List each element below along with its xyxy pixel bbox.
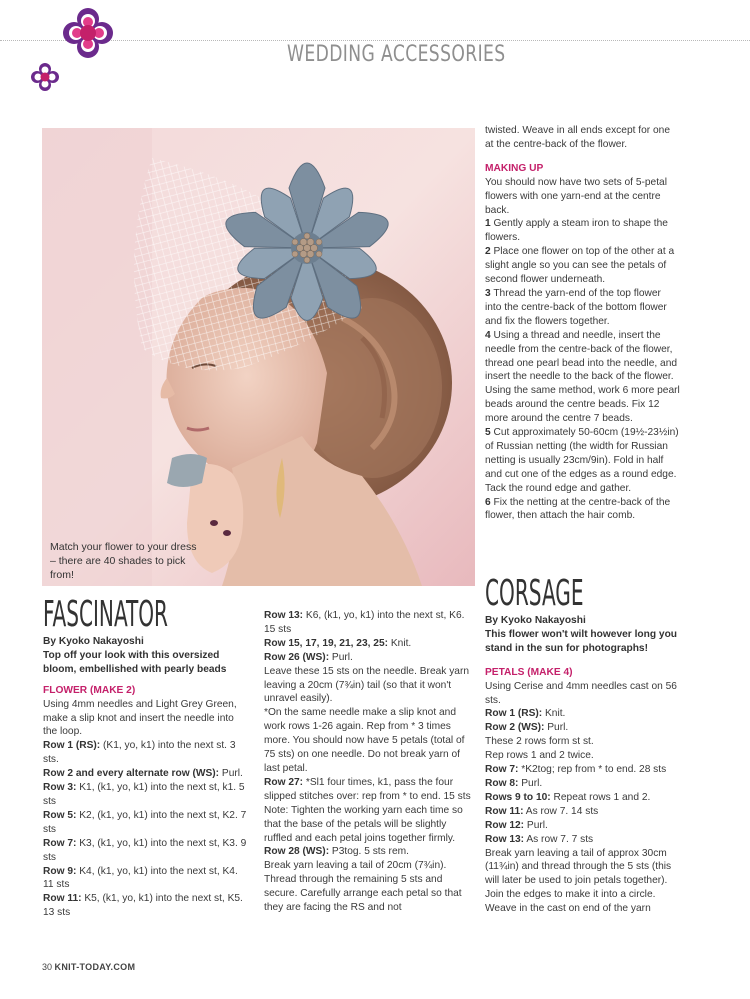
corsage-row-text: As row 7. 7 sts <box>524 833 594 845</box>
section-title: WEDDING ACCESSORIES <box>287 42 506 67</box>
pattern-row-text: K5, (k1, yo, k1) into the next st, K5. 13 sts <box>43 893 243 919</box>
pattern-row <box>264 651 472 665</box>
fascinator-photo <box>42 128 475 586</box>
pattern-row <box>264 845 472 859</box>
corsage-row-label: Row 12: <box>485 819 525 831</box>
making-up-intro: You should now have two sets of 5-petal flowers with one yarn-end at the centre back. <box>485 176 667 216</box>
corsage-row-label: Row 11: <box>485 805 524 817</box>
pattern-row <box>43 837 248 865</box>
pattern-row <box>43 781 248 809</box>
column-fascinator-continued <box>264 609 472 915</box>
pattern-row <box>43 739 248 767</box>
corsage-row-label: Row 13: <box>485 833 525 845</box>
corsage-row <box>485 707 680 721</box>
pattern-row <box>43 865 248 893</box>
corsage-row-label: Rows 9 to 10: <box>485 791 551 803</box>
corsage-row-text: Join the edges to make it into a circle. Weave in the cast on end of the yarn <box>485 889 656 915</box>
making-up-step-text: Gently apply a steam iron to shape the flowers. <box>485 218 668 244</box>
corsage-row-text: Purl. <box>524 819 548 831</box>
pattern-row-label: Row 3: <box>43 782 77 794</box>
pattern-row-label: Row 5: <box>43 809 77 821</box>
corsage-row-text: Purl. <box>544 722 569 734</box>
making-up-step-label: 3 <box>485 287 491 299</box>
pattern-row-label: Row 2 and every alternate row (WS): <box>43 768 220 780</box>
pattern-row-text: K3, (k1, yo, k1) into the next st, K3. 9 sts <box>43 837 247 863</box>
corsage-row <box>485 805 680 819</box>
petals-heading: PETALS (MAKE 4) <box>485 666 573 678</box>
pattern-row-text: Knit. <box>388 637 412 649</box>
corsage-row <box>485 721 680 735</box>
pattern-row-label: Row 11: <box>43 893 82 905</box>
corsage-row <box>485 735 680 749</box>
pattern-row-label: Row 26 (WS): <box>264 651 330 663</box>
corsage-row-label: Row 1 (RS): <box>485 708 543 720</box>
pattern-row-text: K2, (k1, yo, k1) into the next st, K2. 7 sts <box>43 809 247 835</box>
column-corsage <box>485 574 680 916</box>
site-url: KNIT-TODAY.COM <box>54 962 136 972</box>
small-flower-logo-icon <box>31 63 59 91</box>
corsage-row-text: Rep rows 1 and 2 twice. <box>485 750 594 762</box>
corsage-row-text: These 2 rows form st st. <box>485 736 594 748</box>
making-up-step-text: Cut approximately 50-60cm (19½-23½in) of Russian netting (the width for Russian netting is usually 23cm/9in). Fold in half and cut one of the edges as a round edge. Tack the round edge and gather. <box>485 427 679 494</box>
making-up-continuation: twisted. Weave in all ends except for one at the centre-back of the flower. <box>485 125 670 150</box>
corsage-row <box>485 791 680 805</box>
pattern-row-text: K4, (k1, yo, k1) into the next st, K4. 11 sts <box>43 865 238 891</box>
pattern-row-text: Note: Tighten the working yarn each time so that the base of the petals will be slightly ruffled and each petal joins together firmly. <box>264 804 463 844</box>
corsage-row <box>485 763 680 777</box>
pattern-row-text: K6, (k1, yo, k1) into the next st, K6. 15 sts <box>264 610 465 635</box>
pattern-row-label: Row 27: <box>264 776 304 788</box>
corsage-row <box>485 847 680 889</box>
corsage-row-text: Purl. <box>518 777 543 789</box>
making-up-step-label: 4 <box>485 329 491 341</box>
corsage-title: CORSAGE <box>485 573 584 614</box>
corsage-row-text: *K2tog; rep from * to end. 28 sts <box>518 764 667 776</box>
column-making-up <box>485 124 680 523</box>
making-up-step-label: 5 <box>485 427 491 439</box>
making-up-step <box>485 426 680 496</box>
fascinator-title: FASCINATOR <box>43 594 168 635</box>
pattern-row-text: Purl. <box>329 651 353 663</box>
making-up-step-label: 2 <box>485 246 491 258</box>
pattern-row-label: Row 9: <box>43 865 77 877</box>
pattern-row-text: *Sl1 four times, k1, pass the four slipped stitches over: rep from * to end. 15 sts <box>264 776 471 802</box>
making-up-step-label: 1 <box>485 218 491 230</box>
making-up-step-text: Thread the yarn-end of the top flower into the centre-back of the bottom flower and fix the flowers together. <box>485 287 667 327</box>
pattern-row <box>264 665 472 707</box>
pattern-row-text: Purl. <box>219 768 243 780</box>
pattern-row <box>264 706 472 776</box>
corsage-row-label: Row 2 (WS): <box>485 722 545 734</box>
pattern-row-text: P3tog. 5 sts rem. <box>329 846 409 858</box>
fascinator-intro: Top off your look with this oversized bloom, embellished with pearly beads <box>43 649 227 675</box>
pattern-row-text: Break yarn leaving a tail of 20cm (7¾in). Thread through the remaining 5 sts and secure. Carefully arrange each petal so that they are facing the RS and not <box>264 860 462 914</box>
pattern-row <box>264 776 472 804</box>
pattern-row <box>264 609 472 637</box>
pattern-row <box>43 892 248 920</box>
corsage-intro: This flower won't wilt however long you stand in the sun for photographs! <box>485 628 678 654</box>
flower-heading: FLOWER (MAKE 2) <box>43 684 136 696</box>
making-up-step <box>485 496 680 524</box>
pattern-row-label: Row 1 (RS): <box>43 740 101 752</box>
making-up-step <box>485 217 680 245</box>
pattern-row-text: *On the same needle make a slip knot and work rows 1-26 again. Rep from * 3 times more. You should now have 5 petals (total of 75 sts) on one needle. Do not break yarn of last petal. <box>264 707 465 774</box>
corsage-row <box>485 777 680 791</box>
pattern-row-label: Row 28 (WS): <box>264 846 330 858</box>
page-footer <box>42 962 135 972</box>
pattern-row <box>264 859 472 915</box>
page-number: 30 <box>42 962 53 972</box>
pattern-row <box>264 804 472 846</box>
pattern-row-text: K1, (k1, yo, k1) into the next st, k1. 5 sts <box>43 782 245 807</box>
making-up-step-text: Using a thread and needle, insert the needle from the centre-back of the flower, thread one pearl bead into the needle, and insert the needle to the back of the flower. Using the same method, work 6 more pearl beads around the centre beads. Fix 12 more around the centre 7 beads. <box>485 329 680 425</box>
making-up-step-label: 6 <box>485 496 491 508</box>
pattern-row-label: Row 7: <box>43 837 77 849</box>
pattern-row <box>43 809 248 837</box>
pattern-row <box>264 637 472 651</box>
corsage-row-text: As row 7. 14 sts <box>523 805 599 817</box>
corsage-row-label: Row 8: <box>485 777 519 789</box>
fascinator-byline: By Kyoko Nakayoshi <box>43 636 144 647</box>
corsage-row <box>485 888 680 916</box>
column-fascinator <box>43 595 248 920</box>
corsage-byline: By Kyoko Nakayoshi <box>485 615 586 626</box>
photo-caption: Match your flower to your dress – there are 40 shades to pick from! <box>50 541 197 581</box>
making-up-step-text: Fix the netting at the centre-back of the flower, then attach the hair comb. <box>485 496 671 522</box>
flower-intro: Using 4mm needles and Light Grey Green, make a slip knot and insert the needle into the loop. <box>43 698 237 738</box>
making-up-step <box>485 287 680 329</box>
petals-intro: Using Cerise and 4mm needles cast on 56 sts. <box>485 680 677 706</box>
corsage-row <box>485 749 680 763</box>
corsage-row <box>485 819 680 833</box>
pattern-row-label: Row 13: <box>264 610 304 621</box>
corsage-row <box>485 833 680 847</box>
making-up-step-text: Place one flower on top of the other at a slight angle so you can see the petals of second flower underneath. <box>485 246 675 286</box>
corsage-row-text: Break yarn leaving a tail of approx 30cm (11¾in) and thread through the 5 sts (this will later be used to join petals together). <box>485 847 672 887</box>
pattern-row-text: (K1, yo, k1) into the next st. 3 sts. <box>43 740 236 766</box>
making-up-step <box>485 329 680 426</box>
corsage-row-text: Repeat rows 1 and 2. <box>550 791 651 803</box>
making-up-heading: MAKING UP <box>485 162 544 174</box>
pattern-row <box>43 767 248 781</box>
corsage-row-text: Knit. <box>542 708 566 720</box>
making-up-step <box>485 245 680 287</box>
corsage-row-label: Row 7: <box>485 764 519 776</box>
pattern-row-text: Leave these 15 sts on the needle. Break yarn leaving a 20cm (7¾in) tail (so that it won't unravel easily). <box>264 665 470 705</box>
pattern-row-label: Row 15, 17, 19, 21, 23, 25: <box>264 637 389 649</box>
flower-logo-icon <box>63 8 113 58</box>
